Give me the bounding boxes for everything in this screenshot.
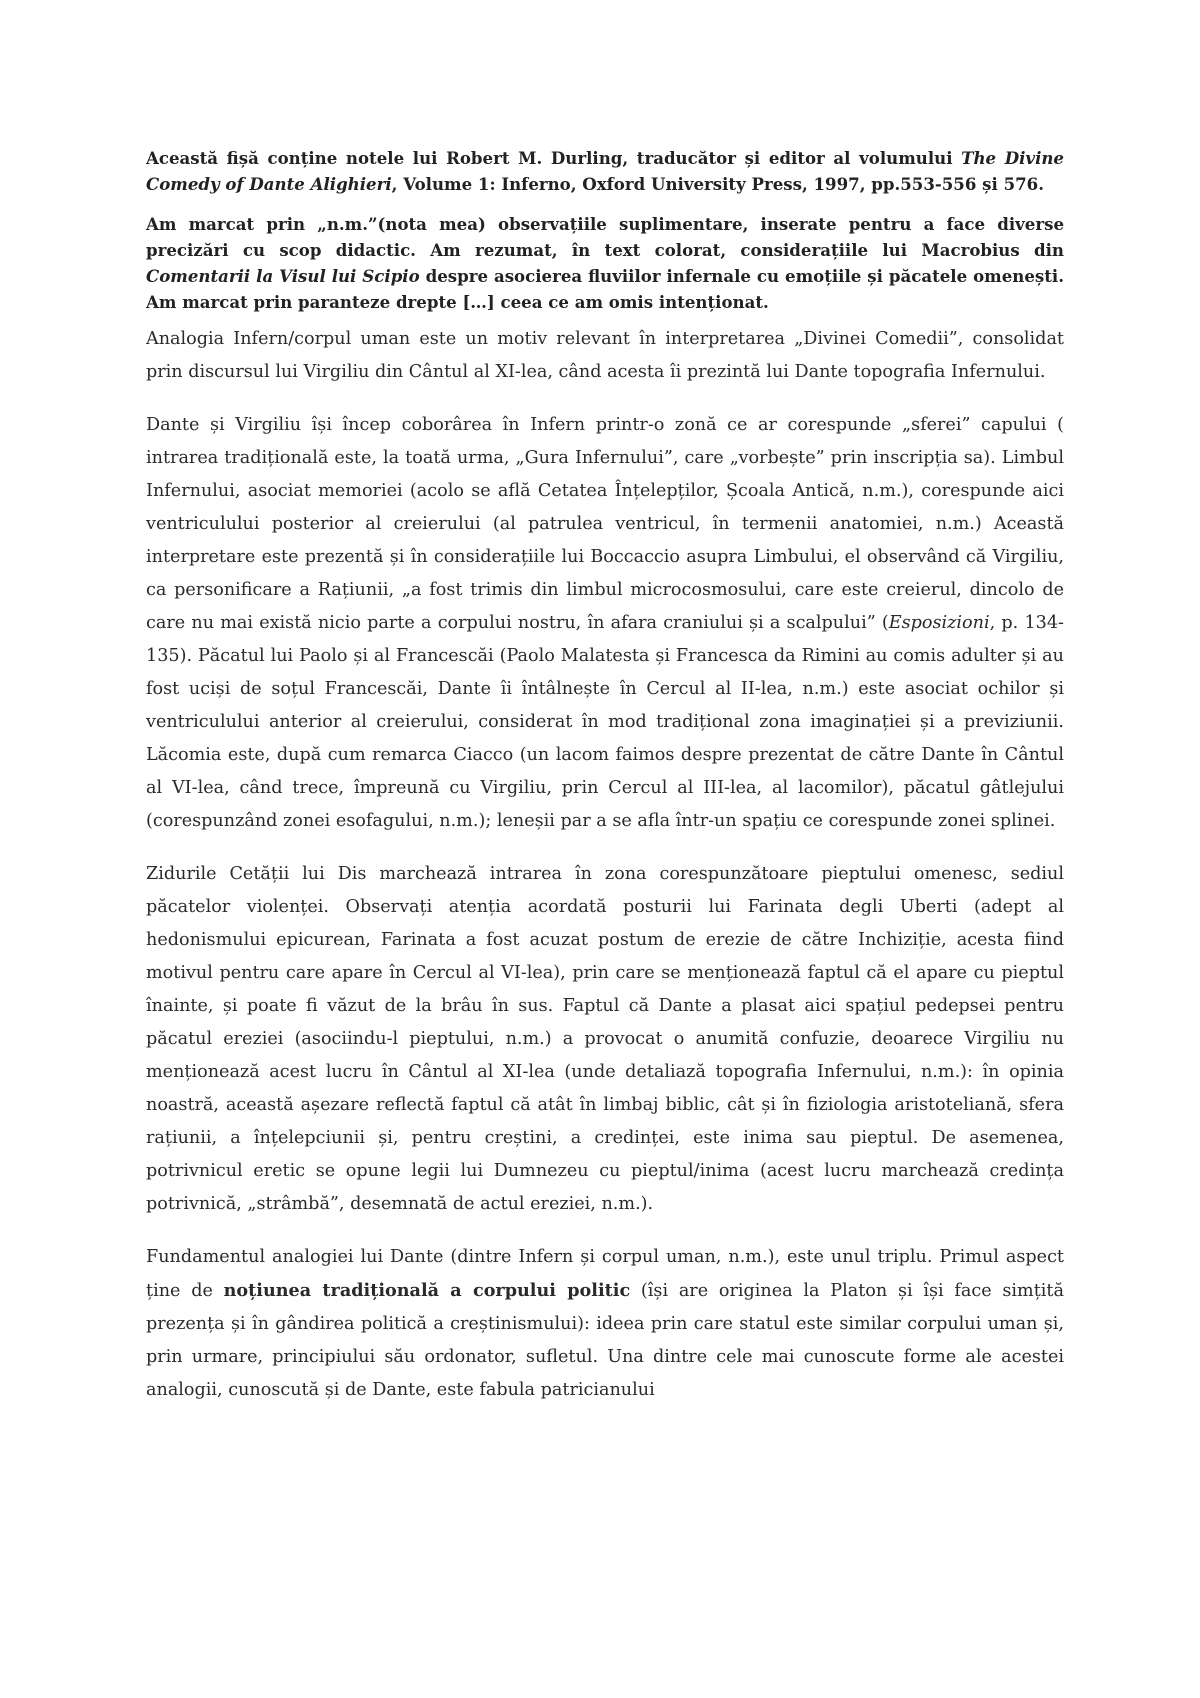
body-text: Dante și Virgiliu își încep coborârea în Infern printr-o zonă ce ar corespunde „sferei” capului ( intrarea tradițională este, la toată urma, „Gura Infernului”, care „vorbește” prin inscripția sa). Limbul Infernului, asociat memoriei (acolo se află Cetatea Înțelepților, Școala Antică, n.m.), corespunde aici ventriculului posterior al creierului (al patrulea ventricul, în termenii anatomiei, n.m.) Această interpretare este prezentă și în considerațiile lui Boccaccio asupra Limbului, el observând că Virgiliu, ca personificare a Rațiunii, „a fost trimis din limbul microcosmosului, care este creierul, dincolo de care nu mai există nicio parte a corpului nostru, în afara craniului și a scalpului” (: [146, 415, 1064, 633]
intro-text: despre asocierea fluviilor infernale cu emoțiile și păcatele omenești. Am marcat prin paranteze drepte […] ceea ce am omis intenționat.: [146, 266, 1064, 312]
body-paragraph-3: Zidurile Cetății lui Dis marchează intrarea în zona corespunzătoare pieptului omenesc, sediul păcatelor violenței. Observați atenția acordată posturii lui Farinata degli Uberti (adept al hedonismului epicurean, Farinata a fost acuzat postum de erezie de către Inchiziție, acesta fiind motivul pentru care apare în Cercul al VI-lea), prin care se menționează faptul că el apare cu pieptul înainte, și poate fi văzut de la brâu în sus. Faptul că Dante a plasat aici spațiul pedepsei pentru păcatul ereziei (asociindu-l pieptului, n.m.) a provocat o anumită confuzie, deoarece Virgiliu nu menționează acest lucru în Cântul al XI-lea (unde detaliază topografia Infernului, n.m.): în opinia noastră, această așezare reflectă faptul că atât în limbaj biblic, cât și în fiziologia aristoteliană, sfera rațiunii, a înțelepciunii și, pentru creștini, a credinței, este inima sau pieptul. De asemenea, potrivnicul eretic se opune legii lui Dumnezeu cu pieptul/inima (acest lucru marchează credința potrivnică, „strâmbă”, desemnată de actul ereziei, n.m.).: [146, 864, 1064, 1214]
intro-text: Am marcat prin „n.m.”(nota mea) observațiile suplimentare, inserate pentru a face diverse precizări cu scop didactic. Am rezumat, în text colorat, considerațiile lui Macrobius din: [146, 214, 1064, 260]
intro-text: , Volume 1: Inferno, Oxford University Press, 1997, pp.553-556 și 576.: [391, 174, 1045, 194]
body-text: (își are originea la Platon și își face simțită prezența și în gândirea politică a creștinismului): ideea prin care statul este similar corpului uman și, prin urmare, principiului său ordonator, sufletul. Una dintre cele mai cunoscute forme ale acestei analogii, cunoscută și de Dante, este fabula patricianului: [146, 1281, 1064, 1400]
emphasized-phrase: noțiunea tradițională a corpului politic: [223, 1280, 631, 1301]
body-paragraph-2: [146, 409, 1064, 838]
intro-text: Această fișă conține notele lui Robert M. Durling, traducător și editor al volumului: [146, 148, 962, 168]
book-title: The Divine Comedy of Dante Alighieri: [146, 148, 1064, 194]
body-paragraph-1: Analogia Infern/corpul uman este un motiv relevant în interpretarea „Divinei Comedii”, consolidat prin discursul lui Virgiliu din Cântul al XI-lea, când acesta îi prezintă lui Dante topografia Infernului.: [146, 329, 1064, 382]
work-title: Esposizioni: [888, 613, 990, 633]
intro-paragraph-source: [146, 145, 1064, 197]
intro-paragraph-notes: [146, 211, 1064, 315]
work-title: Comentarii la Visul lui Scipio: [146, 266, 420, 286]
body-text: , p. 134-135). Păcatul lui Paolo și al Francescăi (Paolo Malatesta și Francesca da Rimini au comis adulter și au fost uciși de soțul Francescăi, Dante îi întâlnește în Cercul al II-lea, n.m.) este asociat ochilor și ventriculului anterior al creierului, considerat în mod tradițional zona imaginației și a previziunii. Lăcomia este, după cum remarca Ciacco (un lacom faimos despre prezentat de către Dante în Cântul al VI-lea, când trece, împreună cu Virgiliu, prin Cercul al III-lea, al lacomilor), păcatul gâtlejului (corespunzând zonei esofagului, n.m.); leneșii par a se afla într-un spațiu ce corespunde zonei splinei.: [146, 613, 1064, 831]
body-text: Fundamentul analogiei lui Dante (dintre Infern și corpul uman, n.m.), este unul triplu. Primul aspect ține de: [146, 1247, 1064, 1301]
body-paragraph-4: [146, 1241, 1064, 1407]
